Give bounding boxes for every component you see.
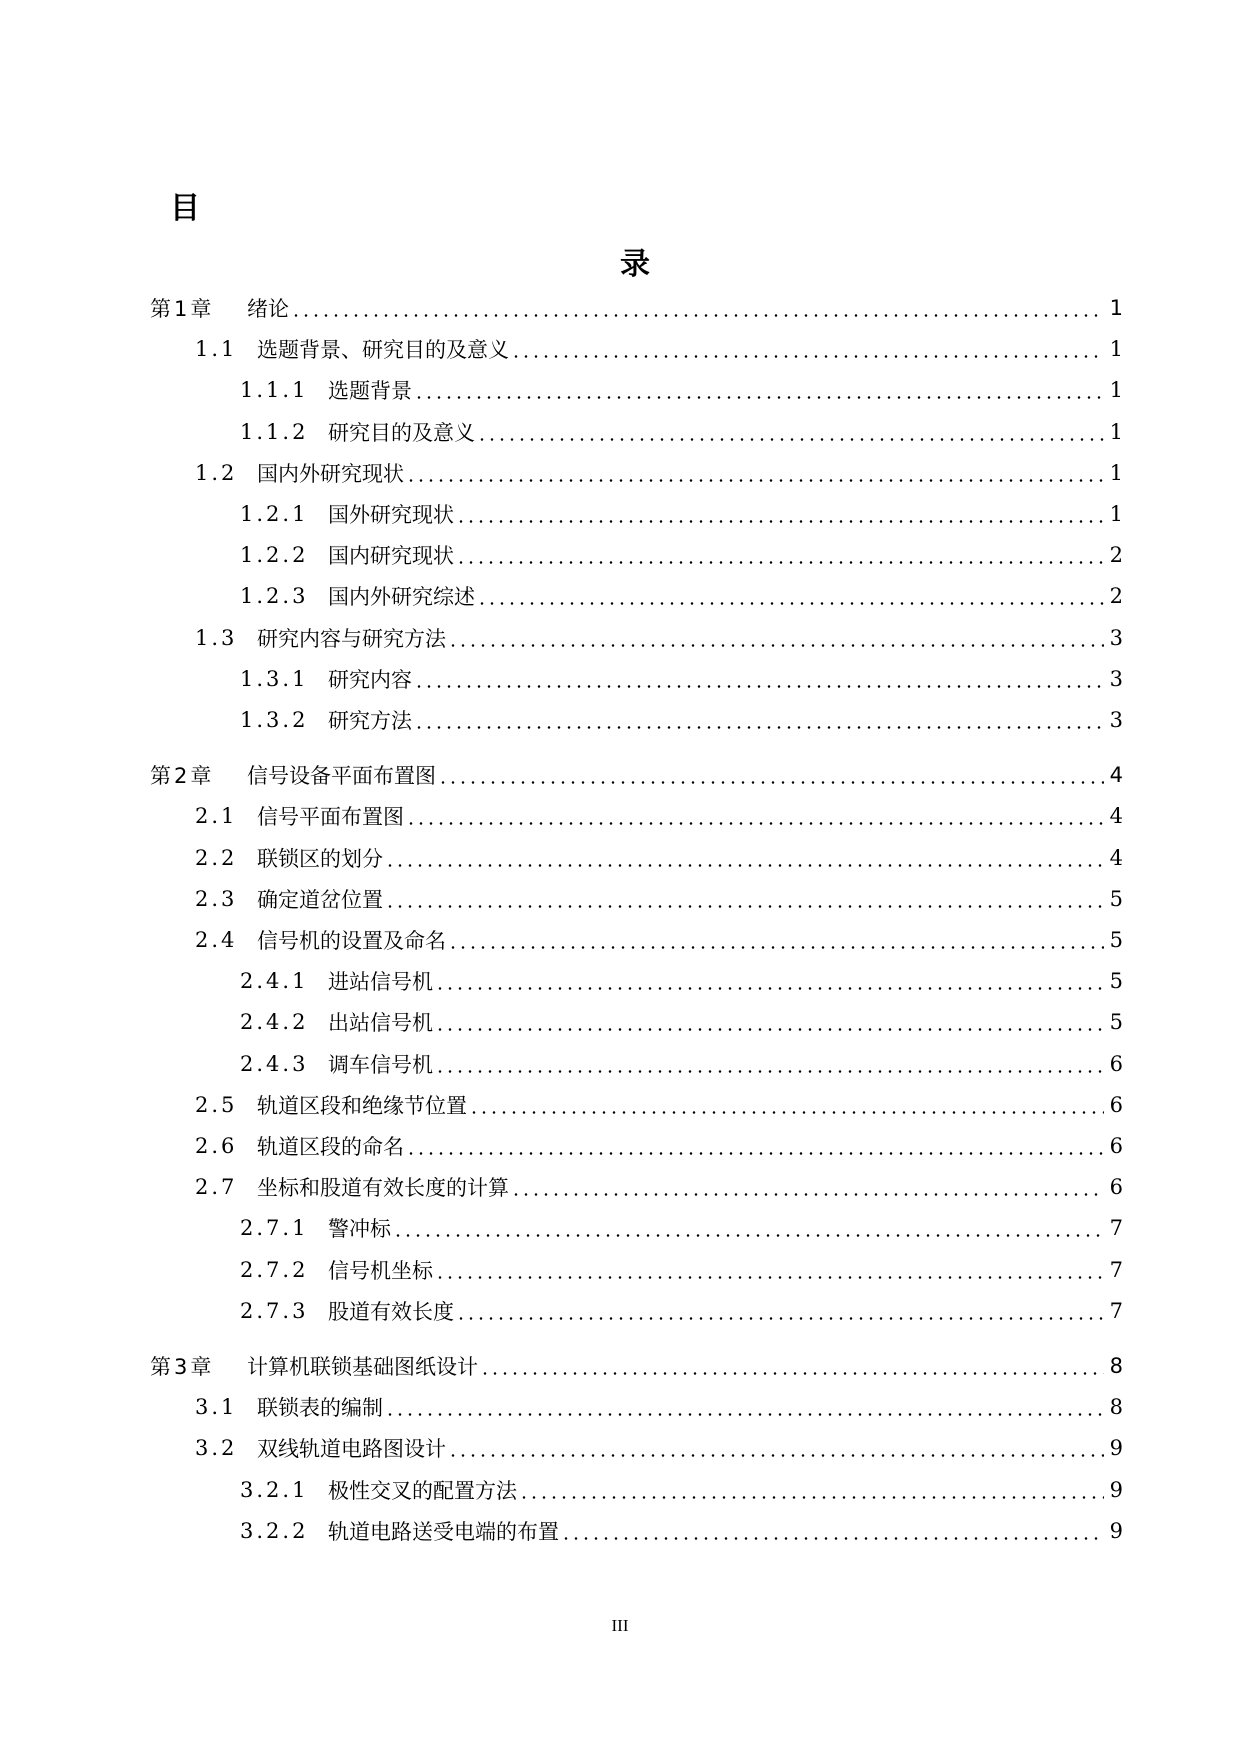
toc-entry-title: 信号机坐标 xyxy=(328,1258,433,1283)
toc-entry-title: 轨道区段的命名 xyxy=(257,1135,404,1159)
toc-entry-page: 1 xyxy=(1109,460,1123,485)
toc-entry[interactable] xyxy=(150,1293,1123,1329)
toc-dot-leader xyxy=(406,822,1104,825)
toc-entry-page: 9 xyxy=(1109,1477,1123,1502)
toc-entry-number: 1.3.1 xyxy=(240,666,309,691)
toc-entry-title: 国内外研究综述 xyxy=(328,585,475,610)
toc-entry-number: 2.3 xyxy=(195,886,238,911)
toc-dot-leader xyxy=(511,1193,1104,1196)
toc-entry-title: 联锁区的划分 xyxy=(257,846,383,871)
toc-entry-title: 进站信号机 xyxy=(328,970,433,995)
toc-dot-leader xyxy=(438,781,1104,784)
toc-entry-page: 4 xyxy=(1109,763,1123,788)
toc-entry-title: 研究内容 xyxy=(328,667,412,692)
toc-dot-leader xyxy=(477,438,1104,441)
toc-entry[interactable] xyxy=(150,455,1123,491)
toc-dot-leader xyxy=(406,479,1104,482)
toc-entry-number: 1.1.1 xyxy=(240,378,309,403)
toc-entry-page: 1 xyxy=(1109,419,1123,444)
toc-dot-leader xyxy=(456,520,1104,523)
toc-entry-page: 7 xyxy=(1109,1257,1123,1282)
toc-entry-number: 2.4.3 xyxy=(240,1051,309,1076)
toc-entry-number: 2.5 xyxy=(195,1092,238,1117)
toc-entry-number: 1.1.2 xyxy=(240,419,309,444)
toc-entry[interactable] xyxy=(150,1252,1123,1288)
toc-dot-leader xyxy=(456,561,1104,564)
toc-entry-title: 信号平面布置图 xyxy=(257,805,404,830)
toc-entry[interactable] xyxy=(150,1169,1123,1205)
toc-entry-page: 5 xyxy=(1109,1010,1123,1035)
toc-entry-page: 5 xyxy=(1109,969,1123,994)
toc-entry[interactable] xyxy=(150,840,1123,876)
toc-entry-number: 2.1 xyxy=(195,804,238,829)
toc-entry-title: 坐标和股道有效长度的计算 xyxy=(257,1176,509,1201)
toc-entry-title: 警冲标 xyxy=(328,1217,391,1242)
toc-entry-page: 1 xyxy=(1109,378,1123,403)
toc-entry[interactable] xyxy=(150,1128,1123,1164)
toc-entry-page: 7 xyxy=(1109,1216,1123,1241)
toc-dot-leader xyxy=(435,1070,1104,1073)
toc-entry-number: 3.2 xyxy=(195,1436,238,1461)
toc-entry[interactable] xyxy=(150,578,1123,614)
toc-entry-number: 1.3.2 xyxy=(240,708,309,732)
toc-entry-title: 研究方法 xyxy=(328,709,412,733)
toc-entry-number: 3.2.1 xyxy=(240,1477,309,1502)
table-of-contents xyxy=(150,0,1123,1600)
toc-entry-number: 第1章 xyxy=(150,297,215,321)
toc-dot-leader xyxy=(448,946,1104,949)
toc-entry-title: 研究内容与研究方法 xyxy=(257,626,446,651)
toc-entry-title: 调车信号机 xyxy=(328,1052,433,1077)
toc-entry-page: 5 xyxy=(1109,886,1123,911)
toc-dot-leader xyxy=(414,685,1104,688)
toc-entry-number: 1.2.3 xyxy=(240,584,309,609)
toc-dot-leader xyxy=(385,1413,1104,1416)
toc-entry-page: 7 xyxy=(1109,1298,1123,1323)
toc-entry-number: 2.7.2 xyxy=(240,1257,309,1282)
toc-dot-leader xyxy=(435,987,1104,990)
toc-entry-page: 6 xyxy=(1109,1092,1123,1117)
toc-entry-title: 信号机的设置及命名 xyxy=(257,929,446,953)
toc-entry-number: 第3章 xyxy=(150,1355,215,1379)
toc-entry[interactable] xyxy=(150,757,1123,793)
toc-dot-leader xyxy=(448,644,1104,647)
toc-entry[interactable] xyxy=(150,1210,1123,1246)
toc-entry-number: 2.7 xyxy=(195,1175,238,1200)
toc-entry-title: 绪论 xyxy=(247,297,289,321)
toc-entry-page: 1 xyxy=(1109,296,1123,320)
toc-entry-page: 2 xyxy=(1109,584,1123,609)
toc-entry-title: 双线轨道电路图设计 xyxy=(257,1437,446,1462)
toc-entry-number: 2.4.2 xyxy=(240,1010,309,1035)
toc-entry[interactable] xyxy=(150,331,1123,367)
toc-dot-leader xyxy=(414,396,1104,399)
toc-entry-number: 第2章 xyxy=(150,764,215,789)
toc-entry-title: 信号设备平面布置图 xyxy=(247,764,436,789)
toc-dot-leader xyxy=(414,726,1104,729)
toc-entry-page: 8 xyxy=(1109,1354,1123,1378)
toc-entry-title: 轨道区段和绝缘节位置 xyxy=(257,1093,467,1118)
toc-entry-number: 1.3 xyxy=(195,625,238,650)
toc-entry-number: 2.7.3 xyxy=(240,1298,309,1323)
toc-entry[interactable] xyxy=(150,620,1123,656)
toc-entry[interactable] xyxy=(150,963,1123,999)
toc-entry[interactable] xyxy=(150,1430,1123,1466)
toc-dot-leader xyxy=(519,1496,1104,1499)
toc-entry-title: 计算机联锁基础图纸设计 xyxy=(247,1355,478,1379)
toc-entry-page: 9 xyxy=(1109,1436,1123,1461)
toc-dot-leader xyxy=(385,864,1104,867)
toc-dot-leader xyxy=(435,1276,1104,1279)
toc-entry-page: 4 xyxy=(1109,845,1123,870)
toc-entry-page: 3 xyxy=(1109,625,1123,650)
toc-entry-page: 3 xyxy=(1109,708,1123,732)
toc-entry[interactable] xyxy=(150,1046,1123,1082)
toc-entry-number: 2.6 xyxy=(195,1134,238,1158)
toc-entry[interactable] xyxy=(150,537,1123,573)
toc-entry[interactable] xyxy=(150,496,1123,532)
toc-entry-number: 1.2 xyxy=(195,460,238,485)
toc-dot-leader xyxy=(469,1111,1104,1114)
toc-entry-number: 2.4 xyxy=(195,928,238,952)
toc-entry-page: 3 xyxy=(1109,666,1123,691)
toc-entry[interactable] xyxy=(150,1004,1123,1040)
toc-entry-page: 9 xyxy=(1109,1518,1123,1543)
toc-entry-number: 2.4.1 xyxy=(240,969,309,994)
toc-dot-leader xyxy=(393,1234,1104,1237)
toc-entry[interactable] xyxy=(150,798,1123,834)
toc-entry-number: 1.2.1 xyxy=(240,502,309,526)
toc-entry[interactable] xyxy=(150,1513,1123,1549)
toc-dot-leader xyxy=(291,314,1104,317)
toc-dot-leader xyxy=(511,355,1104,358)
toc-entry-page: 1 xyxy=(1109,337,1123,362)
toc-entry[interactable] xyxy=(150,1389,1123,1425)
toc-entry-page: 6 xyxy=(1109,1134,1123,1158)
toc-entry[interactable] xyxy=(150,702,1123,738)
toc-dot-leader xyxy=(477,602,1104,605)
toc-entry-number: 1.2.2 xyxy=(240,543,309,568)
toc-entry-page: 5 xyxy=(1109,928,1123,952)
toc-entry-title: 轨道电路送受电端的布置 xyxy=(328,1519,559,1544)
toc-entry[interactable] xyxy=(150,372,1123,408)
toc-entry-page: 6 xyxy=(1109,1051,1123,1076)
toc-entry[interactable] xyxy=(150,922,1123,958)
toc-entry[interactable] xyxy=(150,1348,1123,1384)
toc-entry[interactable] xyxy=(150,661,1123,697)
toc-entry-title: 联锁表的编制 xyxy=(257,1396,383,1421)
toc-entry[interactable] xyxy=(150,414,1123,450)
toc-dot-leader xyxy=(448,1454,1104,1457)
toc-entry-number: 3.2.2 xyxy=(240,1518,309,1543)
toc-entry[interactable] xyxy=(150,290,1123,326)
toc-dot-leader xyxy=(561,1537,1104,1540)
toc-entry-title: 国内外研究现状 xyxy=(257,461,404,486)
toc-entry-page: 1 xyxy=(1109,502,1123,526)
toc-entry-title: 选题背景、研究目的及意义 xyxy=(257,338,509,363)
toc-heading-char-2: 录 xyxy=(620,247,650,282)
toc-entry-title: 出站信号机 xyxy=(328,1011,433,1036)
toc-entry-page: 8 xyxy=(1109,1395,1123,1420)
toc-entry-number: 1.1 xyxy=(195,337,238,362)
toc-dot-leader xyxy=(456,1317,1104,1320)
toc-entry[interactable] xyxy=(150,1472,1123,1508)
toc-entry-title: 极性交叉的配置方法 xyxy=(328,1478,517,1503)
toc-entry-page: 4 xyxy=(1109,804,1123,829)
toc-dot-leader xyxy=(480,1372,1104,1375)
toc-entry-number: 2.2 xyxy=(195,845,238,870)
toc-entry[interactable] xyxy=(150,881,1123,917)
toc-entry[interactable] xyxy=(150,1087,1123,1123)
toc-dot-leader xyxy=(406,1152,1104,1155)
toc-entry-page: 2 xyxy=(1109,543,1123,568)
toc-entry-title: 国内研究现状 xyxy=(328,544,454,569)
page-number-footer: III xyxy=(611,1616,629,1635)
toc-dot-leader xyxy=(385,905,1104,908)
toc-entry-number: 3.1 xyxy=(195,1395,238,1420)
toc-entry-title: 股道有效长度 xyxy=(328,1299,454,1324)
toc-entry-title: 确定道岔位置 xyxy=(257,887,383,912)
toc-entry-title: 研究目的及意义 xyxy=(328,420,475,445)
toc-entry-number: 2.7.1 xyxy=(240,1216,309,1241)
toc-heading-char-1: 目 xyxy=(170,191,200,226)
toc-entry-title: 选题背景 xyxy=(328,379,412,404)
toc-entry-page: 6 xyxy=(1109,1175,1123,1200)
toc-entry-title: 国外研究现状 xyxy=(328,503,454,527)
toc-dot-leader xyxy=(435,1028,1104,1031)
